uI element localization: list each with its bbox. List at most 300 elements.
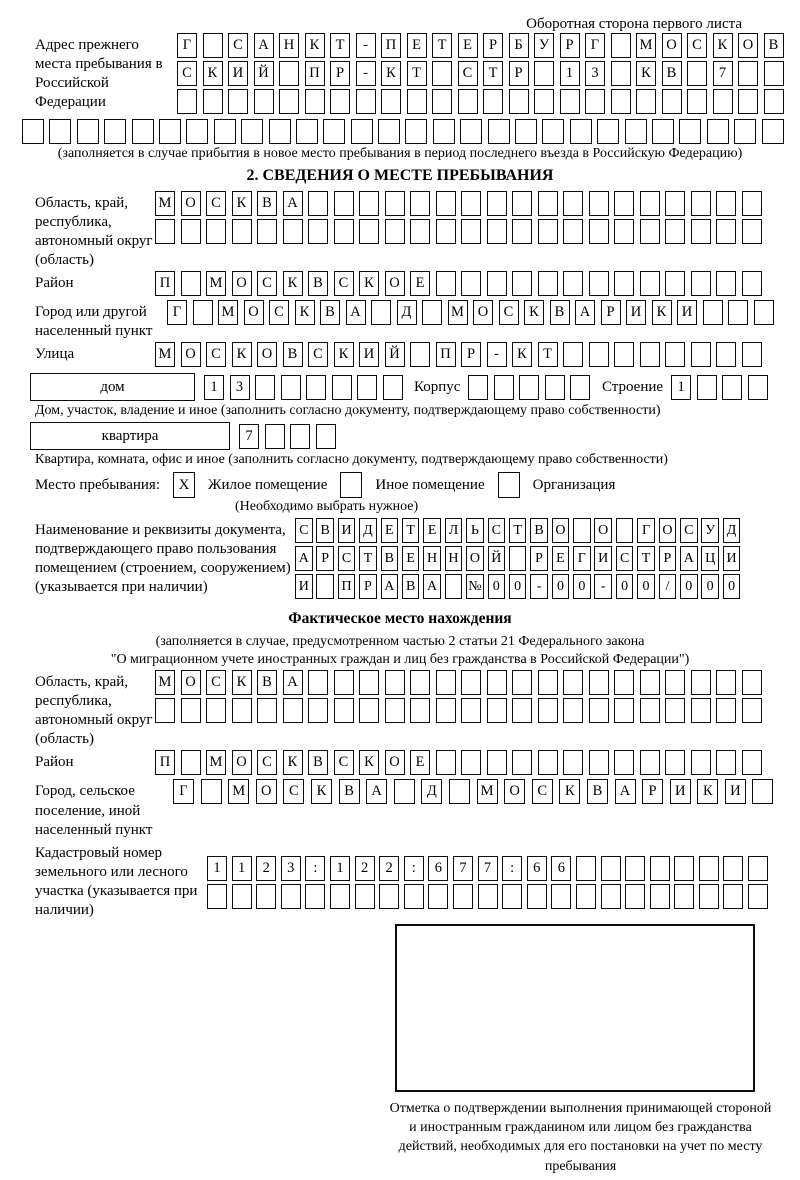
char-cell[interactable]: Т	[402, 518, 420, 543]
char-cell[interactable]: В	[381, 546, 399, 571]
char-cell[interactable]	[232, 698, 252, 723]
char-cell[interactable]	[752, 779, 773, 804]
char-cell[interactable]: М	[206, 271, 226, 296]
char-cell[interactable]: 0	[680, 574, 698, 599]
char-cell[interactable]: И	[725, 779, 746, 804]
char-cell[interactable]: А	[283, 191, 303, 216]
char-cell[interactable]: Р	[659, 546, 677, 571]
char-cell[interactable]	[330, 89, 350, 114]
char-cell[interactable]	[449, 779, 470, 804]
char-cell[interactable]	[487, 191, 507, 216]
char-cell[interactable]	[483, 89, 503, 114]
char-cell[interactable]: О	[385, 750, 405, 775]
char-cell[interactable]	[716, 271, 736, 296]
char-cell[interactable]: Й	[488, 546, 506, 571]
char-cell[interactable]: С	[295, 518, 313, 543]
char-cell[interactable]: Р	[642, 779, 663, 804]
char-cell[interactable]	[410, 342, 430, 367]
char-cell[interactable]	[614, 750, 634, 775]
char-cell[interactable]	[742, 698, 762, 723]
char-cell[interactable]	[453, 884, 473, 909]
char-cell[interactable]: Р	[316, 546, 334, 571]
char-cell[interactable]: П	[436, 342, 456, 367]
char-cell[interactable]: М	[206, 750, 226, 775]
char-cell[interactable]	[355, 884, 375, 909]
char-cell[interactable]: Т	[637, 546, 655, 571]
char-cell[interactable]: О	[738, 33, 758, 58]
char-cell[interactable]: 0	[616, 574, 634, 599]
char-cell[interactable]: Е	[402, 546, 420, 571]
char-cell[interactable]	[256, 884, 276, 909]
char-cell[interactable]	[279, 89, 299, 114]
char-cell[interactable]: И	[359, 342, 379, 367]
char-cell[interactable]: К	[512, 342, 532, 367]
char-cell[interactable]	[512, 271, 532, 296]
char-cell[interactable]	[458, 89, 478, 114]
char-cell[interactable]: Р	[330, 61, 350, 86]
char-cell[interactable]	[570, 119, 592, 144]
char-cell[interactable]	[764, 61, 784, 86]
char-cell[interactable]	[614, 698, 634, 723]
char-cell[interactable]	[281, 884, 301, 909]
char-cell[interactable]: :	[404, 856, 424, 881]
char-cell[interactable]	[573, 518, 591, 543]
char-cell[interactable]: М	[228, 779, 249, 804]
char-cell[interactable]	[716, 191, 736, 216]
char-cell[interactable]	[334, 698, 354, 723]
char-cell[interactable]: Р	[509, 61, 529, 86]
char-cell[interactable]	[177, 89, 197, 114]
char-cell[interactable]	[201, 779, 222, 804]
char-cell[interactable]	[640, 219, 660, 244]
char-cell[interactable]	[512, 219, 532, 244]
char-cell[interactable]: К	[359, 271, 379, 296]
char-cell[interactable]: К	[652, 300, 672, 325]
char-cell[interactable]	[359, 191, 379, 216]
char-cell[interactable]: А	[254, 33, 274, 58]
char-cell[interactable]: -	[594, 574, 612, 599]
char-cell[interactable]	[699, 856, 719, 881]
char-cell[interactable]	[305, 89, 325, 114]
char-cell[interactable]: К	[334, 342, 354, 367]
char-cell[interactable]	[650, 884, 670, 909]
char-cell[interactable]: С	[269, 300, 289, 325]
char-cell[interactable]: 3	[230, 375, 250, 400]
char-cell[interactable]	[316, 574, 334, 599]
char-cell[interactable]	[742, 670, 762, 695]
char-cell[interactable]: И	[670, 779, 691, 804]
char-cell[interactable]	[296, 119, 318, 144]
char-cell[interactable]: И	[228, 61, 248, 86]
char-cell[interactable]	[186, 119, 208, 144]
char-cell[interactable]: П	[305, 61, 325, 86]
char-cell[interactable]: А	[346, 300, 366, 325]
char-cell[interactable]	[687, 61, 707, 86]
char-cell[interactable]	[691, 750, 711, 775]
char-cell[interactable]	[323, 119, 345, 144]
char-cell[interactable]	[662, 89, 682, 114]
char-cell[interactable]	[545, 375, 565, 400]
char-cell[interactable]: С	[338, 546, 356, 571]
char-cell[interactable]: В	[320, 300, 340, 325]
char-cell[interactable]	[614, 219, 634, 244]
char-cell[interactable]	[509, 89, 529, 114]
char-cell[interactable]	[738, 89, 758, 114]
char-cell[interactable]	[181, 219, 201, 244]
char-cell[interactable]	[351, 119, 373, 144]
char-cell[interactable]: К	[697, 779, 718, 804]
char-cell[interactable]	[487, 219, 507, 244]
char-cell[interactable]	[334, 670, 354, 695]
char-cell[interactable]: 0	[509, 574, 527, 599]
char-cell[interactable]	[640, 271, 660, 296]
char-cell[interactable]: К	[232, 670, 252, 695]
char-cell[interactable]	[611, 89, 631, 114]
char-cell[interactable]: Г	[637, 518, 655, 543]
char-cell[interactable]: К	[305, 33, 325, 58]
char-cell[interactable]: Г	[173, 779, 194, 804]
char-cell[interactable]: И	[338, 518, 356, 543]
char-cell[interactable]	[527, 884, 547, 909]
char-cell[interactable]	[650, 856, 670, 881]
char-cell[interactable]: К	[381, 61, 401, 86]
char-cell[interactable]: В	[257, 191, 277, 216]
char-cell[interactable]: О	[181, 191, 201, 216]
char-cell[interactable]	[436, 750, 456, 775]
char-cell[interactable]: К	[311, 779, 332, 804]
char-cell[interactable]	[356, 89, 376, 114]
char-cell[interactable]	[461, 191, 481, 216]
char-cell[interactable]	[265, 424, 285, 449]
char-cell[interactable]	[468, 375, 488, 400]
char-cell[interactable]	[155, 219, 175, 244]
char-cell[interactable]	[625, 856, 645, 881]
char-cell[interactable]: С	[206, 670, 226, 695]
char-cell[interactable]: В	[764, 33, 784, 58]
char-cell[interactable]	[269, 119, 291, 144]
char-cell[interactable]: И	[677, 300, 697, 325]
char-cell[interactable]	[611, 33, 631, 58]
char-cell[interactable]: :	[305, 856, 325, 881]
char-cell[interactable]: Н	[279, 33, 299, 58]
char-cell[interactable]	[381, 89, 401, 114]
char-cell[interactable]	[625, 884, 645, 909]
char-cell[interactable]: С	[228, 33, 248, 58]
char-cell[interactable]: Р	[461, 342, 481, 367]
char-cell[interactable]	[359, 670, 379, 695]
char-cell[interactable]: С	[616, 546, 634, 571]
char-cell[interactable]: 3	[585, 61, 605, 86]
char-cell[interactable]	[640, 191, 660, 216]
char-cell[interactable]	[378, 119, 400, 144]
char-cell[interactable]	[488, 119, 510, 144]
char-cell[interactable]	[713, 89, 733, 114]
char-cell[interactable]: К	[232, 342, 252, 367]
char-cell[interactable]	[232, 884, 252, 909]
char-cell[interactable]	[665, 191, 685, 216]
char-cell[interactable]: К	[283, 271, 303, 296]
char-cell[interactable]: В	[550, 300, 570, 325]
char-cell[interactable]	[716, 670, 736, 695]
char-cell[interactable]	[519, 375, 539, 400]
char-cell[interactable]: Т	[359, 546, 377, 571]
char-cell[interactable]: -	[487, 342, 507, 367]
char-cell[interactable]: Г	[585, 33, 605, 58]
char-cell[interactable]: 7	[239, 424, 259, 449]
char-cell[interactable]: 7	[453, 856, 473, 881]
char-cell[interactable]	[241, 119, 263, 144]
char-cell[interactable]	[563, 750, 583, 775]
char-cell[interactable]: /	[659, 574, 677, 599]
char-cell[interactable]	[723, 856, 743, 881]
char-cell[interactable]	[436, 670, 456, 695]
char-cell[interactable]	[563, 191, 583, 216]
char-cell[interactable]: Р	[601, 300, 621, 325]
char-cell[interactable]	[181, 271, 201, 296]
char-cell[interactable]: 3	[281, 856, 301, 881]
char-cell[interactable]: В	[308, 750, 328, 775]
char-cell[interactable]: О	[181, 670, 201, 695]
char-cell[interactable]	[674, 884, 694, 909]
char-cell[interactable]: С	[687, 33, 707, 58]
char-cell[interactable]	[494, 375, 514, 400]
char-cell[interactable]	[432, 89, 452, 114]
char-cell[interactable]: О	[504, 779, 525, 804]
char-cell[interactable]	[665, 342, 685, 367]
char-cell[interactable]: Т	[483, 61, 503, 86]
char-cell[interactable]	[534, 61, 554, 86]
char-cell[interactable]: С	[458, 61, 478, 86]
char-cell[interactable]	[703, 300, 723, 325]
char-cell[interactable]: 7	[478, 856, 498, 881]
char-cell[interactable]: П	[381, 33, 401, 58]
char-cell[interactable]: В	[257, 670, 277, 695]
char-cell[interactable]	[436, 698, 456, 723]
char-cell[interactable]: П	[155, 750, 175, 775]
char-cell[interactable]: 1	[671, 375, 691, 400]
char-cell[interactable]	[652, 119, 674, 144]
char-cell[interactable]	[563, 271, 583, 296]
char-cell[interactable]: О	[385, 271, 405, 296]
char-cell[interactable]	[255, 375, 275, 400]
char-cell[interactable]: Т	[538, 342, 558, 367]
char-cell[interactable]	[394, 779, 415, 804]
char-cell[interactable]	[428, 884, 448, 909]
char-cell[interactable]	[132, 119, 154, 144]
char-cell[interactable]: Й	[385, 342, 405, 367]
char-cell[interactable]: М	[155, 342, 175, 367]
char-cell[interactable]	[254, 89, 274, 114]
char-cell[interactable]	[383, 375, 403, 400]
char-cell[interactable]: О	[473, 300, 493, 325]
char-cell[interactable]	[305, 884, 325, 909]
char-cell[interactable]: 1	[232, 856, 252, 881]
char-cell[interactable]: И	[626, 300, 646, 325]
char-cell[interactable]: Е	[552, 546, 570, 571]
char-cell[interactable]: А	[366, 779, 387, 804]
char-cell[interactable]: Д	[397, 300, 417, 325]
char-cell[interactable]: К	[713, 33, 733, 58]
char-cell[interactable]	[206, 219, 226, 244]
char-cell[interactable]	[281, 375, 301, 400]
char-cell[interactable]	[432, 61, 452, 86]
char-cell[interactable]: Ь	[466, 518, 484, 543]
char-cell[interactable]	[460, 119, 482, 144]
char-cell[interactable]: Е	[458, 33, 478, 58]
char-cell[interactable]	[512, 191, 532, 216]
char-cell[interactable]	[232, 219, 252, 244]
char-cell[interactable]	[665, 698, 685, 723]
char-cell[interactable]: О	[552, 518, 570, 543]
char-cell[interactable]	[640, 698, 660, 723]
char-cell[interactable]: О	[244, 300, 264, 325]
char-cell[interactable]	[330, 884, 350, 909]
char-cell[interactable]	[214, 119, 236, 144]
char-cell[interactable]: Л	[445, 518, 463, 543]
char-cell[interactable]	[589, 342, 609, 367]
char-cell[interactable]	[748, 884, 768, 909]
char-cell[interactable]	[614, 342, 634, 367]
char-cell[interactable]: Г	[177, 33, 197, 58]
char-cell[interactable]: С	[499, 300, 519, 325]
char-cell[interactable]: Т	[407, 61, 427, 86]
char-cell[interactable]	[748, 856, 768, 881]
char-cell[interactable]	[359, 698, 379, 723]
char-cell[interactable]: Н	[423, 546, 441, 571]
char-cell[interactable]: О	[232, 750, 252, 775]
char-cell[interactable]: 1	[207, 856, 227, 881]
char-cell[interactable]: В	[662, 61, 682, 86]
char-cell[interactable]: О	[256, 779, 277, 804]
char-cell[interactable]	[308, 219, 328, 244]
char-cell[interactable]	[538, 271, 558, 296]
char-cell[interactable]: Т	[509, 518, 527, 543]
char-cell[interactable]	[512, 670, 532, 695]
char-cell[interactable]	[551, 884, 571, 909]
char-cell[interactable]: А	[680, 546, 698, 571]
char-cell[interactable]: Д	[421, 779, 442, 804]
char-cell[interactable]	[601, 884, 621, 909]
char-cell[interactable]: О	[257, 342, 277, 367]
char-cell[interactable]: П	[338, 574, 356, 599]
char-cell[interactable]: Д	[359, 518, 377, 543]
char-cell[interactable]	[334, 219, 354, 244]
char-cell[interactable]	[203, 89, 223, 114]
char-cell[interactable]	[589, 698, 609, 723]
char-cell[interactable]	[410, 698, 430, 723]
char-cell[interactable]: Е	[410, 271, 430, 296]
char-cell[interactable]	[104, 119, 126, 144]
char-cell[interactable]	[636, 89, 656, 114]
char-cell[interactable]: С	[680, 518, 698, 543]
char-cell[interactable]: А	[423, 574, 441, 599]
char-cell[interactable]	[509, 546, 527, 571]
char-cell[interactable]	[734, 119, 756, 144]
char-cell[interactable]	[410, 219, 430, 244]
char-cell[interactable]	[316, 424, 336, 449]
char-cell[interactable]	[589, 271, 609, 296]
char-cell[interactable]	[193, 300, 213, 325]
char-cell[interactable]	[371, 300, 391, 325]
char-cell[interactable]: С	[206, 191, 226, 216]
char-cell[interactable]	[614, 271, 634, 296]
char-cell[interactable]	[742, 271, 762, 296]
char-cell[interactable]: К	[636, 61, 656, 86]
char-cell[interactable]	[665, 670, 685, 695]
char-cell[interactable]	[422, 300, 442, 325]
char-cell[interactable]: С	[334, 271, 354, 296]
char-cell[interactable]	[405, 119, 427, 144]
char-cell[interactable]	[570, 375, 590, 400]
char-cell[interactable]	[308, 191, 328, 216]
char-cell[interactable]	[691, 698, 711, 723]
char-cell[interactable]: С	[177, 61, 197, 86]
char-cell[interactable]	[359, 219, 379, 244]
char-cell[interactable]	[611, 61, 631, 86]
char-cell[interactable]	[742, 219, 762, 244]
char-cell[interactable]	[515, 119, 537, 144]
char-cell[interactable]	[640, 750, 660, 775]
char-cell[interactable]	[332, 375, 352, 400]
char-cell[interactable]	[563, 670, 583, 695]
char-cell[interactable]	[257, 219, 277, 244]
char-cell[interactable]	[585, 89, 605, 114]
char-cell[interactable]: О	[659, 518, 677, 543]
char-cell[interactable]: М	[477, 779, 498, 804]
char-cell[interactable]	[206, 698, 226, 723]
char-cell[interactable]: В	[283, 342, 303, 367]
char-cell[interactable]	[538, 670, 558, 695]
char-cell[interactable]	[742, 750, 762, 775]
char-cell[interactable]	[478, 884, 498, 909]
char-cell[interactable]: Ц	[701, 546, 719, 571]
char-cell[interactable]: Д	[723, 518, 741, 543]
char-cell[interactable]: У	[534, 33, 554, 58]
char-cell[interactable]	[77, 119, 99, 144]
char-cell[interactable]	[461, 271, 481, 296]
char-cell[interactable]	[601, 856, 621, 881]
char-cell[interactable]	[228, 89, 248, 114]
char-cell[interactable]	[436, 219, 456, 244]
char-cell[interactable]	[614, 191, 634, 216]
char-cell[interactable]	[404, 884, 424, 909]
char-cell[interactable]	[691, 219, 711, 244]
char-cell[interactable]: А	[615, 779, 636, 804]
char-cell[interactable]: И	[594, 546, 612, 571]
char-cell[interactable]	[716, 219, 736, 244]
char-cell[interactable]: С	[206, 342, 226, 367]
char-cell[interactable]: И	[723, 546, 741, 571]
char-cell[interactable]	[512, 750, 532, 775]
char-cell[interactable]	[385, 670, 405, 695]
char-cell[interactable]	[283, 698, 303, 723]
char-cell[interactable]	[691, 670, 711, 695]
char-cell[interactable]: М	[155, 191, 175, 216]
char-cell[interactable]	[640, 342, 660, 367]
char-cell[interactable]	[614, 670, 634, 695]
char-cell[interactable]	[699, 884, 719, 909]
char-cell[interactable]	[279, 61, 299, 86]
char-cell[interactable]	[159, 119, 181, 144]
char-cell[interactable]	[283, 219, 303, 244]
char-cell[interactable]: Е	[407, 33, 427, 58]
char-cell[interactable]	[563, 698, 583, 723]
char-cell[interactable]	[691, 191, 711, 216]
char-cell[interactable]: 0	[723, 574, 741, 599]
char-cell[interactable]	[538, 219, 558, 244]
char-cell[interactable]	[487, 698, 507, 723]
char-cell[interactable]	[410, 191, 430, 216]
